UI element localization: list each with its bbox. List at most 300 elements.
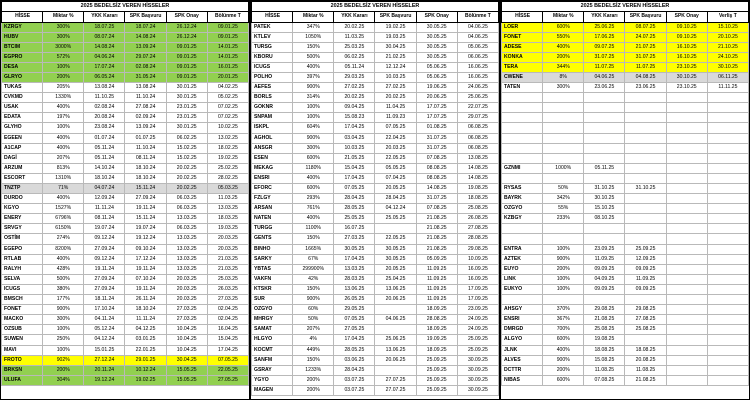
- cell-ticker: [502, 153, 543, 163]
- table-row[interactable]: [502, 244, 749, 254]
- table-row[interactable]: [252, 335, 499, 345]
- cell-value: 200%: [293, 375, 334, 385]
- table-row[interactable]: [502, 335, 749, 345]
- table-row[interactable]: [2, 244, 249, 254]
- table-row[interactable]: [502, 375, 749, 385]
- cell-value: 10.04.25: [166, 345, 207, 355]
- table-row[interactable]: [502, 72, 749, 82]
- table-row[interactable]: [2, 274, 249, 284]
- table-row[interactable]: [252, 62, 499, 72]
- table-row[interactable]: [502, 315, 749, 325]
- table-row[interactable]: [252, 274, 499, 284]
- cell-ticker: EGPRO: [2, 52, 43, 62]
- cell-value: [625, 133, 666, 143]
- cell-value: 600%: [543, 375, 584, 385]
- table-row[interactable]: [252, 345, 499, 355]
- cell-value: 31.07.25: [584, 52, 625, 62]
- cell-value: 15.08.25: [584, 355, 625, 365]
- cell-value: 18.09.25: [416, 345, 457, 355]
- cell-value: 15.02.25: [166, 143, 207, 153]
- table-row[interactable]: [2, 264, 249, 274]
- cell-value: 02.04.25: [207, 305, 248, 315]
- cell-value: [666, 93, 707, 103]
- table-row[interactable]: [2, 163, 249, 173]
- cell-value: 197%: [43, 113, 84, 123]
- table-row[interactable]: [2, 284, 249, 294]
- cell-value: [666, 234, 707, 244]
- cell-ticker: KGYO: [2, 204, 43, 214]
- cell-ticker: DMRGD: [502, 325, 543, 335]
- cell-value: 16.06.25: [457, 72, 498, 82]
- cell-ticker: [502, 224, 543, 234]
- cell-value: 13.06.25: [375, 284, 416, 294]
- cell-value: [707, 264, 748, 274]
- table-row[interactable]: [502, 194, 749, 204]
- table-row[interactable]: [252, 93, 499, 103]
- cell-ticker: KTSKR: [252, 284, 293, 294]
- cell-value: [584, 123, 625, 133]
- cell-ticker: MAVI: [2, 345, 43, 355]
- column-header-5: Bölünme T: [457, 12, 498, 23]
- cell-value: 23.01.25: [166, 103, 207, 113]
- cell-value: 300%: [43, 315, 84, 325]
- cell-value: 19.12.24: [84, 375, 125, 385]
- cell-value: 23.09.25: [584, 244, 625, 254]
- table-row[interactable]: [2, 133, 249, 143]
- cell-value: 1310%: [43, 173, 84, 183]
- table-row[interactable]: [502, 345, 749, 355]
- table-row[interactable]: [2, 173, 249, 183]
- cell-value: [625, 93, 666, 103]
- table-row[interactable]: [2, 184, 249, 194]
- cell-value: [707, 284, 748, 294]
- cell-value: 15.04.25: [334, 163, 375, 173]
- table-row[interactable]: [502, 365, 749, 375]
- table-row[interactable]: [2, 22, 249, 32]
- cell-value: 17.04.25: [334, 173, 375, 183]
- cell-ticker: [502, 93, 543, 103]
- cell-value: [625, 113, 666, 123]
- table-row[interactable]: [502, 204, 749, 214]
- table-title: 2025 BEDELSİZ VEREN HİSSELER: [502, 2, 749, 12]
- cell-value: [707, 113, 748, 123]
- cell-value: 15.05.25: [166, 375, 207, 385]
- cell-value: 15.01.25: [84, 345, 125, 355]
- cell-value: [543, 295, 584, 305]
- cell-value: [666, 224, 707, 234]
- cell-value: 13.03.25: [334, 264, 375, 274]
- cell-value: 04.11.24: [84, 315, 125, 325]
- cell-value: 347%: [293, 22, 334, 32]
- table-row[interactable]: [502, 52, 749, 62]
- cell-value: 26.05.25: [334, 295, 375, 305]
- cell-value: [707, 295, 748, 305]
- table-row[interactable]: [502, 163, 749, 173]
- table-row[interactable]: [252, 284, 499, 294]
- table-row[interactable]: [252, 315, 499, 325]
- cell-value: 10.04.25: [166, 325, 207, 335]
- table-row[interactable]: [252, 204, 499, 214]
- table-row[interactable]: [252, 133, 499, 143]
- cell-value: [666, 254, 707, 264]
- table-row[interactable]: [502, 83, 749, 93]
- cell-value: [375, 224, 416, 234]
- table-row[interactable]: [252, 305, 499, 315]
- table-row[interactable]: [2, 295, 249, 305]
- cell-ticker: USAK: [2, 103, 43, 113]
- table-row[interactable]: [2, 153, 249, 163]
- column-header-3: SPK Başvuru: [375, 12, 416, 23]
- cell-value: 20.02.25: [334, 22, 375, 32]
- table-row[interactable]: [2, 234, 249, 244]
- cell-value: 19.07.24: [125, 224, 166, 234]
- cell-value: 17.07.25: [416, 103, 457, 113]
- cell-value: [707, 133, 748, 143]
- cell-ticker: [502, 113, 543, 123]
- cell-value: 902%: [43, 355, 84, 365]
- cell-value: 25.05.25: [334, 214, 375, 224]
- cell-ticker: MHRGY: [252, 315, 293, 325]
- table-row[interactable]: [252, 113, 499, 123]
- cell-value: 100%: [293, 103, 334, 113]
- cell-value: 01.07.24: [84, 133, 125, 143]
- cell-value: 04.06.24: [84, 52, 125, 62]
- table-row[interactable]: [2, 214, 249, 224]
- cell-value: 27.02.25: [375, 83, 416, 93]
- cell-value: [707, 204, 748, 214]
- cell-value: [707, 163, 748, 173]
- cell-value: 06.06.25: [457, 52, 498, 62]
- cell-value: [584, 224, 625, 234]
- cell-ticker: ENSRI: [502, 315, 543, 325]
- cell-value: 600%: [293, 153, 334, 163]
- table-row[interactable]: [252, 365, 499, 375]
- cell-value: 27.05.25: [334, 325, 375, 335]
- table-row[interactable]: [502, 93, 749, 103]
- table-row[interactable]: [252, 254, 499, 264]
- table-row[interactable]: [502, 234, 749, 244]
- table-row[interactable]: [502, 184, 749, 194]
- table-row[interactable]: [252, 103, 499, 113]
- cell-value: 18.02.25: [207, 143, 248, 153]
- cell-ticker: HLGYO: [252, 335, 293, 345]
- table-row[interactable]: [502, 224, 749, 234]
- cell-value: 30.05.25: [375, 254, 416, 264]
- cell-value: 150%: [293, 42, 334, 52]
- table-row[interactable]: [252, 83, 499, 93]
- cell-ticker: TURSG: [252, 42, 293, 52]
- cell-ticker: JLNK: [502, 345, 543, 355]
- cell-value: 1330%: [43, 93, 84, 103]
- cell-value: 304%: [43, 375, 84, 385]
- cell-value: 07.02.25: [207, 113, 248, 123]
- cell-value: 05.11.24: [334, 62, 375, 72]
- cell-ticker: AHSGY: [502, 305, 543, 315]
- table-row[interactable]: [2, 315, 249, 325]
- table-row[interactable]: [252, 72, 499, 82]
- table-title: 2025 BEDELSİZ VEREN HİSSELER: [2, 2, 249, 12]
- cell-value: 30.09.25: [457, 385, 498, 395]
- cell-value: 18.10.24: [125, 173, 166, 183]
- cell-value: 26.12.24: [166, 22, 207, 32]
- table-row[interactable]: [2, 305, 249, 315]
- cell-ticker: YBTAS: [252, 264, 293, 274]
- table-row[interactable]: [502, 22, 749, 32]
- table-row[interactable]: [252, 244, 499, 254]
- cell-value: 27.03.25: [334, 234, 375, 244]
- cell-ticker: MAGEN: [252, 385, 293, 395]
- cell-value: 11.09.25: [416, 274, 457, 284]
- cell-value: 26.11.24: [125, 295, 166, 305]
- table-row[interactable]: [502, 264, 749, 274]
- cell-value: 03.01.25: [125, 335, 166, 345]
- table-row[interactable]: [2, 103, 249, 113]
- cell-value: 18.10.24: [84, 173, 125, 183]
- table-row[interactable]: [502, 173, 749, 183]
- cell-ticker: EUYO: [502, 264, 543, 274]
- table-row[interactable]: [2, 52, 249, 62]
- cell-value: 300%: [43, 32, 84, 42]
- cell-value: 25.08.25: [625, 325, 666, 335]
- cell-value: 07.05.25: [375, 123, 416, 133]
- cell-ticker: CVKMD: [2, 93, 43, 103]
- cell-ticker: AGHOL: [252, 133, 293, 143]
- cell-value: 207%: [293, 325, 334, 335]
- table-row[interactable]: [502, 325, 749, 335]
- cell-value: [666, 204, 707, 214]
- cell-value: [625, 153, 666, 163]
- table-row[interactable]: [502, 153, 749, 163]
- cell-value: 27.03.25: [166, 305, 207, 315]
- cell-ticker: [502, 173, 543, 183]
- table-row[interactable]: [2, 335, 249, 345]
- cell-value: 11.09.25: [416, 284, 457, 294]
- table-row[interactable]: [502, 103, 749, 113]
- cell-value: 23.06.25: [584, 83, 625, 93]
- cell-ticker: KZBGY: [502, 214, 543, 224]
- cell-value: 30.05.25: [416, 52, 457, 62]
- table-row[interactable]: [252, 143, 499, 153]
- table-row[interactable]: [252, 173, 499, 183]
- table-row[interactable]: [502, 254, 749, 264]
- cell-value: 20.02.25: [166, 163, 207, 173]
- table-row[interactable]: [502, 305, 749, 315]
- cell-value: 17.04.25: [334, 123, 375, 133]
- cell-value: 28.08.25: [416, 315, 457, 325]
- table-row[interactable]: [2, 345, 249, 355]
- table-row[interactable]: [252, 32, 499, 42]
- table-row[interactable]: [2, 194, 249, 204]
- cell-value: [543, 123, 584, 133]
- table-row[interactable]: [252, 153, 499, 163]
- table-row[interactable]: [502, 42, 749, 52]
- cell-value: 30.10.25: [666, 72, 707, 82]
- column-header-5: Bölünme T: [207, 12, 248, 23]
- cell-value: 31.07.25: [416, 194, 457, 204]
- cell-ticker: DAGİ: [2, 153, 43, 163]
- cell-value: 900%: [293, 295, 334, 305]
- cell-value: [625, 214, 666, 224]
- table-row[interactable]: [252, 22, 499, 32]
- cell-value: 15.11.24: [125, 184, 166, 194]
- cell-value: 24.07.25: [625, 32, 666, 42]
- table-row[interactable]: [252, 52, 499, 62]
- cell-ticker: SAMAT: [252, 325, 293, 335]
- table-row[interactable]: [252, 234, 499, 244]
- cell-value: 07.02.25: [207, 103, 248, 113]
- cell-value: 17.09.25: [457, 284, 498, 294]
- cell-value: 30.09.25: [457, 365, 498, 375]
- table-row[interactable]: [502, 123, 749, 133]
- cell-value: 27.05.25: [207, 375, 248, 385]
- cell-value: 13.08.24: [125, 83, 166, 93]
- table-row[interactable]: [2, 254, 249, 264]
- cell-value: 30.09.25: [457, 375, 498, 385]
- cell-value: 20.06.25: [375, 355, 416, 365]
- table-row[interactable]: [2, 204, 249, 214]
- cell-value: 09.01.25: [166, 62, 207, 72]
- cell-value: 55%: [543, 204, 584, 214]
- table-row[interactable]: [252, 385, 499, 395]
- table-row[interactable]: [252, 375, 499, 385]
- table-row[interactable]: [2, 42, 249, 52]
- cell-ticker: ESCORT: [2, 173, 43, 183]
- table-row[interactable]: [2, 123, 249, 133]
- table-row[interactable]: [2, 224, 249, 234]
- table-row[interactable]: [2, 143, 249, 153]
- cell-value: 150%: [293, 234, 334, 244]
- cell-value: 100%: [293, 113, 334, 123]
- table-row[interactable]: [252, 355, 499, 365]
- cell-value: 11.08.25: [584, 365, 625, 375]
- cell-value: 08.11.24: [84, 214, 125, 224]
- table-row[interactable]: [2, 375, 249, 385]
- table-row[interactable]: [2, 62, 249, 72]
- table-row[interactable]: [2, 355, 249, 365]
- cell-ticker: GSRAY: [252, 365, 293, 375]
- cell-value: [666, 123, 707, 133]
- table-row[interactable]: [502, 284, 749, 294]
- cell-value: 04.09.25: [584, 274, 625, 284]
- cell-value: 21.07.25: [625, 42, 666, 52]
- table-row[interactable]: [252, 295, 499, 305]
- cell-value: 19.02.25: [375, 22, 416, 32]
- cell-value: 71%: [43, 184, 84, 194]
- column-header-5: Verliş T: [707, 12, 748, 23]
- table-row[interactable]: [252, 325, 499, 335]
- cell-value: 19.06.25: [416, 83, 457, 93]
- table-row[interactable]: [2, 365, 249, 375]
- table-row[interactable]: [252, 264, 499, 274]
- cell-value: 400%: [293, 173, 334, 183]
- cell-value: 20.10.25: [707, 32, 748, 42]
- cell-value: [707, 254, 748, 264]
- column-header-2: YKK Kararı: [84, 12, 125, 23]
- table-row[interactable]: [252, 184, 499, 194]
- table-row[interactable]: [2, 113, 249, 123]
- cell-value: [584, 113, 625, 123]
- cell-value: [584, 295, 625, 305]
- cell-value: 19.11.24: [125, 264, 166, 274]
- cell-value: [666, 103, 707, 113]
- table-row[interactable]: [502, 143, 749, 153]
- cell-value: 11.09.25: [625, 274, 666, 284]
- cell-value: [666, 143, 707, 153]
- table-row[interactable]: [502, 355, 749, 365]
- cell-value: 04.08.25: [625, 72, 666, 82]
- cell-value: 27.02.25: [334, 83, 375, 93]
- table-row[interactable]: [2, 83, 249, 93]
- table-row[interactable]: [502, 295, 749, 305]
- table-row[interactable]: [2, 72, 249, 82]
- cell-ticker: SANFM: [252, 355, 293, 365]
- cell-value: 04.12.25: [125, 325, 166, 335]
- table-row[interactable]: [502, 274, 749, 284]
- table-row[interactable]: [2, 93, 249, 103]
- cell-value: 299900%: [293, 264, 334, 274]
- cell-ticker: ICUGS: [2, 284, 43, 294]
- cell-ticker: SUWEN: [2, 335, 43, 345]
- table-row[interactable]: [502, 113, 749, 123]
- table-row[interactable]: [252, 123, 499, 133]
- cell-value: 16.09.25: [457, 274, 498, 284]
- table-header-row: [252, 12, 499, 23]
- cell-value: 27.07.25: [375, 375, 416, 385]
- cell-value: 60%: [293, 305, 334, 315]
- cell-value: 900%: [293, 133, 334, 143]
- cell-value: 16.10.25: [666, 42, 707, 52]
- table-row[interactable]: [502, 133, 749, 143]
- cell-value: 27.08.25: [457, 224, 498, 234]
- table-row[interactable]: [252, 163, 499, 173]
- cell-value: 19.02.25: [207, 153, 248, 163]
- cell-value: 07.04.25: [375, 173, 416, 183]
- cell-value: 900%: [293, 83, 334, 93]
- cell-value: [543, 234, 584, 244]
- cell-value: 21.03.25: [207, 264, 248, 274]
- table-row[interactable]: [252, 42, 499, 52]
- table-row[interactable]: [252, 194, 499, 204]
- cell-value: 344%: [543, 62, 584, 72]
- table-row[interactable]: [502, 32, 749, 42]
- cell-value: 13.03.25: [166, 264, 207, 274]
- cell-value: 25.09.25: [416, 375, 457, 385]
- cell-value: [666, 163, 707, 173]
- table-row[interactable]: [502, 62, 749, 72]
- cell-ticker: [502, 234, 543, 244]
- table-row[interactable]: [252, 214, 499, 224]
- table-title: 2025 BEDELSİZ VEREN HİSSELER: [252, 2, 499, 12]
- cell-value: 14.08.24: [125, 32, 166, 42]
- table-row[interactable]: [2, 325, 249, 335]
- cell-value: 06.03.25: [166, 204, 207, 214]
- table-row[interactable]: [502, 214, 749, 224]
- cell-value: [584, 93, 625, 103]
- cell-value: [707, 345, 748, 355]
- cell-value: 28.04.25: [334, 194, 375, 204]
- cell-value: 25.08.25: [584, 325, 625, 335]
- cell-value: 11.08.25: [625, 365, 666, 375]
- table-row[interactable]: [2, 32, 249, 42]
- cell-value: 200%: [43, 365, 84, 375]
- table-row[interactable]: [252, 224, 499, 234]
- cell-value: 300%: [543, 83, 584, 93]
- cell-value: 30.01.25: [166, 83, 207, 93]
- cell-value: 19.03.25: [207, 224, 248, 234]
- cell-value: [666, 133, 707, 143]
- cell-value: 500%: [293, 52, 334, 62]
- cell-value: 25.09.25: [416, 365, 457, 375]
